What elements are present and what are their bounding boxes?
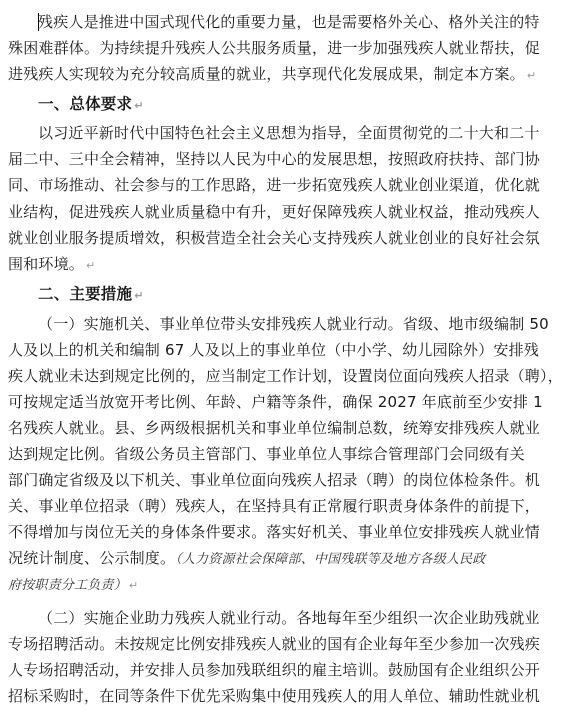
- body-line-6: 届二中、三中全会精神，坚持以人民为中心的发展思想，按照政府扶持、部门协: [8, 150, 541, 168]
- body-line-13: 人及以上的机关和编制 67 人及以上的事业单位（中小学、幼儿园除外）安排残: [8, 341, 540, 359]
- body-line-5: 以习近平新时代中国特色社会主义思想为指导，全面贯彻党的二十大和二十: [38, 124, 540, 142]
- body-line-23: （二）实施企业助力残疾人就业行动。各地每年至少组织一次企业助残就业: [38, 609, 540, 627]
- body-line-21: 况统计制度、公示制度。（人力资源社会保障部、中国残联等及地方各级人民政: [8, 549, 486, 567]
- body-line-18: 部门确定省级及以下机关、事业单位面向残疾人招录（聘）的岗位体检条件。机: [8, 471, 541, 489]
- body-line-3: 进残疾人实现较为充分较高质量的就业，共享现代化发展成果，制定本方案。 ↵: [8, 65, 537, 83]
- body-line-2: 殊困难群体。为持续提升残疾人公共服务质量，进一步加强残疾人就业帮扶，促: [8, 39, 541, 57]
- paragraph-mark-icon: ↵: [134, 99, 144, 112]
- body-line-7: 同、市场推动、社会参与的工作思路，进一步拓宽残疾人就业创业渠道，优化就: [8, 176, 541, 194]
- body-line-16: 名残疾人就业。县、乡两级根据机关和事业单位编制总数，统筹安排残疾人就业: [8, 419, 541, 437]
- paragraph-mark-icon: ↵: [86, 259, 96, 272]
- heading-general-requirements: 一、总体要求 ↵: [38, 95, 144, 113]
- responsibility-note: （人力资源社会保障部、中国残联等及地方各级人民政: [175, 552, 486, 567]
- body-line-9: 就业创业服务提质增效，积极营造全社会关心支持残疾人就业创业的良好社会氛: [8, 229, 541, 247]
- body-line-1: 残疾人是推进中国式现代化的重要力量，也是需要格外关心、格外关注的特: [38, 13, 540, 31]
- body-line-10: 围和环境。 ↵: [8, 255, 96, 273]
- body-line-19: 关、事业单位招录（聘）残疾人，在坚持具有正常履行职责身体条件的前提下，: [8, 497, 541, 515]
- body-line-22: 府按职责分工负责） ↵: [8, 578, 139, 593]
- body-line-20: 不得增加与岗位无关的身体条件要求。落实好机关、事业单位安排残疾人就业情: [8, 523, 541, 541]
- heading-main-measures: 二、主要措施 ↵: [38, 285, 144, 303]
- paragraph-mark-icon: ↵: [128, 579, 139, 592]
- body-line-8: 业结构，促进残疾人就业质量稳中有升，更好保障残疾人就业权益，推动残疾人: [8, 203, 541, 221]
- body-line-17: 达到规定比例。省级公务员主管部门、事业单位人事综合管理部门会同级有关: [8, 445, 525, 463]
- body-line-12: （一）实施机关、事业单位带头安排残疾人就业行动。省级、地市级编制 50: [38, 315, 549, 333]
- paragraph-mark-icon: ↵: [134, 289, 144, 302]
- body-line-26: 招标采购时，在同等条件下优先采购集中使用残疾人的用人单位、辅助性就业机: [8, 687, 541, 705]
- body-line-24: 专场招聘活动。未按规定比例安排残疾人就业的国有企业每年至少参加一次残疾: [8, 635, 541, 653]
- body-line-25: 人专场招聘活动，并安排人员参加残联组织的雇主培训。鼓励国有企业组织公开: [8, 661, 541, 679]
- body-line-15: 可按规定适当放宽开考比例、年龄、户籍等条件，确保 2027 年底前至少安排 1: [8, 393, 543, 411]
- paragraph-mark-icon: ↵: [526, 69, 537, 82]
- body-line-14: 疾人就业未达到规定比例的，应当制定工作计划，设置岗位面向残疾人招录（聘），: [8, 367, 563, 385]
